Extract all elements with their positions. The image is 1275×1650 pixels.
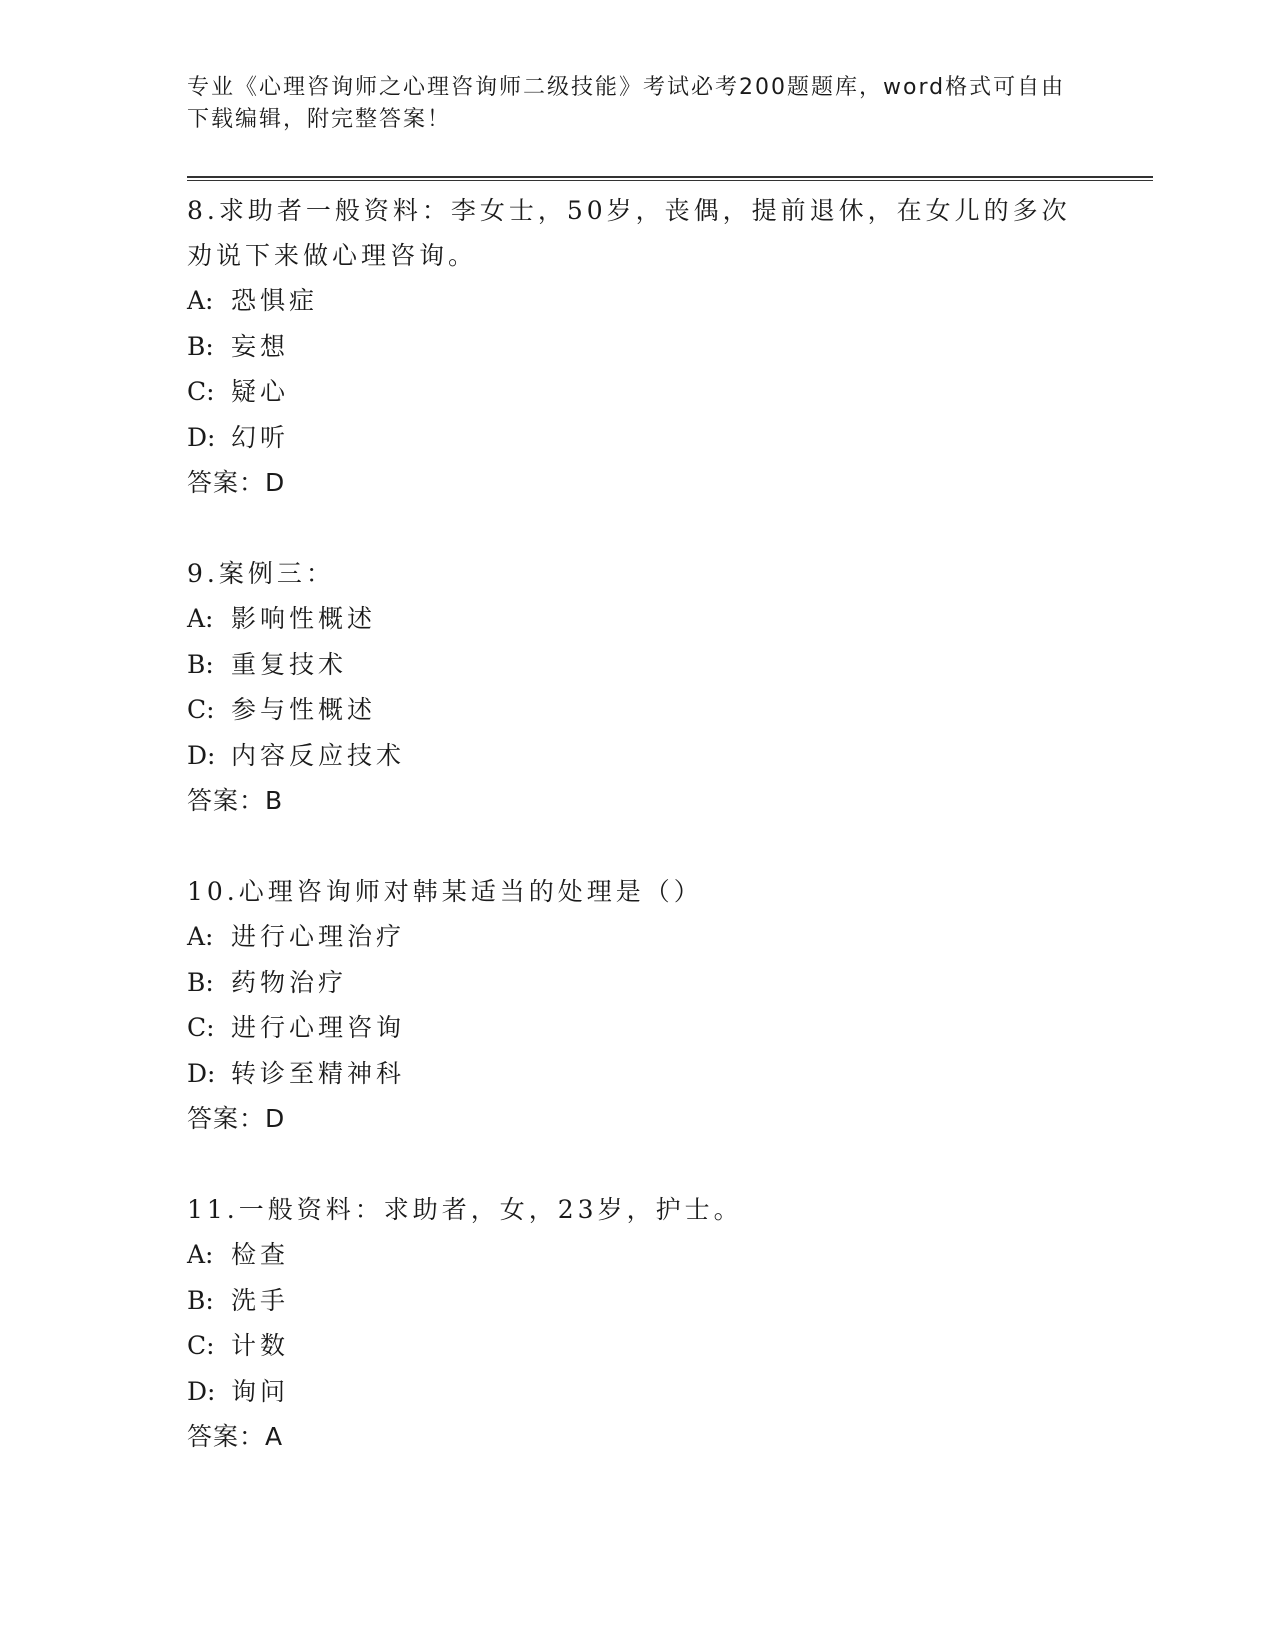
option-text: 妄想: [231, 331, 290, 361]
option-text: 洗手: [231, 1285, 290, 1315]
option-key: D:: [187, 740, 216, 770]
question-item: [187, 869, 1087, 1141]
question-stem: 9.案例三：: [187, 559, 335, 588]
option-list: [187, 596, 1087, 778]
answer-line: 答案：D: [187, 1104, 286, 1133]
option-d: [187, 733, 1087, 779]
option-b: [187, 960, 1087, 1006]
option-d: [187, 1369, 1087, 1415]
answer-line: 答案：D: [187, 468, 286, 497]
option-key: C:: [187, 695, 215, 724]
option-c: [187, 1005, 1087, 1051]
option-c: [187, 369, 1087, 415]
option-key: A:: [187, 922, 214, 951]
option-text: 询问: [231, 1376, 290, 1406]
document-intro: 专业《心理咨询师之心理咨询师二级技能》考试必考200题题库，word格式可自由下载编辑，附完整答案！: [187, 75, 1066, 132]
option-key: B:: [187, 967, 214, 997]
question-item: [187, 551, 1087, 823]
option-a: [187, 1232, 1087, 1278]
option-a: [187, 278, 1087, 324]
option-text: 进行心理咨询: [231, 1013, 406, 1042]
option-d: [187, 1051, 1087, 1097]
answer-line: 答案：A: [187, 1422, 284, 1451]
option-text: 疑心: [231, 377, 290, 406]
option-key: A:: [187, 604, 214, 633]
option-text: 重复技术: [231, 649, 348, 679]
option-text: 检查: [231, 1240, 290, 1269]
option-b: [187, 1278, 1087, 1324]
question-stem: 10.心理咨询师对韩某适当的处理是（）: [187, 877, 703, 906]
option-a: [187, 914, 1087, 960]
option-text: 进行心理治疗: [231, 922, 406, 951]
option-c: [187, 1323, 1087, 1369]
option-text: 影响性概述: [231, 604, 377, 633]
option-key: C:: [187, 377, 215, 406]
option-list: [187, 914, 1087, 1096]
option-d: [187, 415, 1087, 461]
option-text: 计数: [231, 1331, 290, 1360]
option-key: D:: [187, 1058, 216, 1088]
question-stem: 8.求助者一般资料：李女士，50岁，丧偶，提前退休，在女儿的多次劝说下来做心理咨询。: [187, 196, 1071, 270]
option-key: B:: [187, 1285, 214, 1315]
question-list: [187, 188, 1087, 1505]
option-a: [187, 596, 1087, 642]
option-key: D:: [187, 1376, 216, 1406]
question-stem: 11.一般资料：求助者，女，23岁，护士。: [187, 1195, 743, 1224]
option-text: 转诊至精神科: [231, 1058, 406, 1088]
question-item: [187, 188, 1087, 505]
option-list: [187, 1232, 1087, 1414]
option-key: C:: [187, 1331, 215, 1360]
option-text: 恐惧症: [231, 286, 319, 315]
option-key: C:: [187, 1013, 215, 1042]
option-list: [187, 278, 1087, 460]
option-text: 参与性概述: [231, 695, 377, 724]
option-key: A:: [187, 1240, 214, 1269]
option-key: A:: [187, 286, 214, 315]
option-b: [187, 642, 1087, 688]
option-text: 药物治疗: [231, 967, 348, 997]
option-key: D:: [187, 422, 216, 452]
option-text: 幻听: [231, 422, 290, 452]
option-text: 内容反应技术: [231, 740, 406, 770]
option-key: B:: [187, 331, 214, 361]
option-key: B:: [187, 649, 214, 679]
option-c: [187, 687, 1087, 733]
option-b: [187, 324, 1087, 370]
answer-line: 答案：B: [187, 786, 284, 815]
header-divider: [187, 176, 1153, 181]
question-item: [187, 1187, 1087, 1459]
